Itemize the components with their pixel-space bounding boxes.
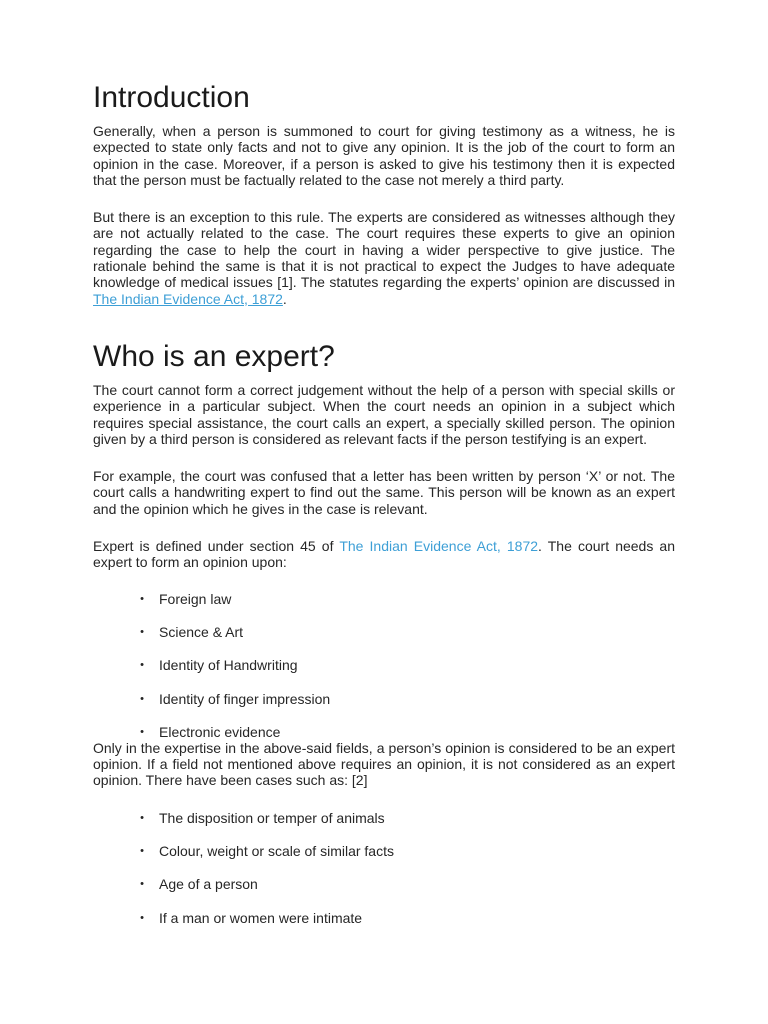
expert-fields-list	[93, 591, 675, 740]
expert-paragraph-3-end: . The court needs an expert to form an opinion upon:	[93, 538, 675, 571]
list-item	[93, 657, 675, 673]
list-item	[93, 691, 675, 707]
intro-paragraph-1: Generally, when a person is summoned to court for giving testimony as a witness, he is expected to state only facts and not to give any opinion. It is the job of the court to form an opinion in the case. Moreover, if a person is asked to give his testimony then it is expected that the person must be factually related to the case not merely a third party.	[93, 123, 675, 188]
list-item	[93, 724, 675, 740]
heading-who-is-an-expert: Who is an expert?	[93, 339, 335, 373]
intro-paragraph-2-end: .	[282, 290, 287, 307]
list-item-text: Foreign law	[159, 590, 232, 607]
bullet-icon: •	[140, 725, 144, 738]
list-item	[93, 910, 675, 926]
expert-paragraph-3	[93, 538, 675, 571]
bullet-icon: •	[140, 811, 144, 824]
intro-paragraph-2-text: But there is an exception to this rule. The experts are considered as witnesses although they are not actually related to the case. The court requires these experts to give an opinion regarding the case to help the court in having a wider perspective to give justice. The rationale behind the same is that it is not practical to expect the Judges to have adequate knowledge of medical issues [1]. The statutes regarding the experts’ opinion are discussed in	[93, 209, 675, 291]
article-content	[93, 78, 675, 943]
list-item-text: Identity of Handwriting	[159, 657, 298, 674]
list-item-text: The disposition or temper of animals	[159, 809, 385, 826]
indian-evidence-act-link-2[interactable]: The Indian Evidence Act, 1872	[339, 538, 539, 555]
bullet-icon: •	[140, 911, 144, 924]
bullet-icon: •	[140, 592, 144, 605]
list-item	[93, 876, 675, 892]
list-item-text: Electronic evidence	[159, 723, 281, 740]
list-item	[93, 624, 675, 640]
expert-paragraph-2: For example, the court was confused that a letter has been written by person ‘X’ or not. The court calls a handwriting expert to find out the same. This person will be known as an expert and the opinion which he gives in the case is relevant.	[93, 468, 675, 517]
list-item	[93, 843, 675, 859]
list-item	[93, 591, 675, 607]
expert-paragraph-3-text: Expert is defined under section 45 of	[93, 538, 340, 555]
non-expert-cases-list	[93, 810, 675, 926]
list-item-text: If a man or women were intimate	[159, 909, 363, 926]
expert-paragraph-4: Only in the expertise in the above-said fields, a person’s opinion is considered to be an expert opinion. If a field not mentioned above requires an opinion, it is not considered as an expert opinion. There have been cases such as: [2]	[93, 739, 675, 789]
expert-paragraph-1: The court cannot form a correct judgement without the help of a person with special skills or experience in a particular subject. When the court needs an opinion in a subject which requires special assistance, the court calls an expert, a specially skilled person. The opinion given by a third person is considered as relevant facts if the person testifying is an expert.	[93, 381, 675, 447]
list-item	[93, 810, 675, 826]
list-item-text: Identity of finger impression	[159, 690, 331, 707]
list-item-text: Age of a person	[159, 876, 258, 893]
list-item-text: Science & Art	[159, 623, 244, 640]
bullet-icon: •	[140, 625, 144, 638]
intro-paragraph-2	[93, 209, 675, 307]
bullet-icon: •	[140, 692, 144, 705]
indian-evidence-act-link-1[interactable]: The Indian Evidence Act, 1872	[93, 290, 283, 307]
heading-introduction: Introduction	[93, 81, 250, 114]
bullet-icon: •	[140, 659, 144, 672]
bullet-icon: •	[140, 845, 144, 858]
list-item-text: Colour, weight or scale of similar facts	[159, 843, 394, 860]
bullet-icon: •	[140, 878, 144, 891]
